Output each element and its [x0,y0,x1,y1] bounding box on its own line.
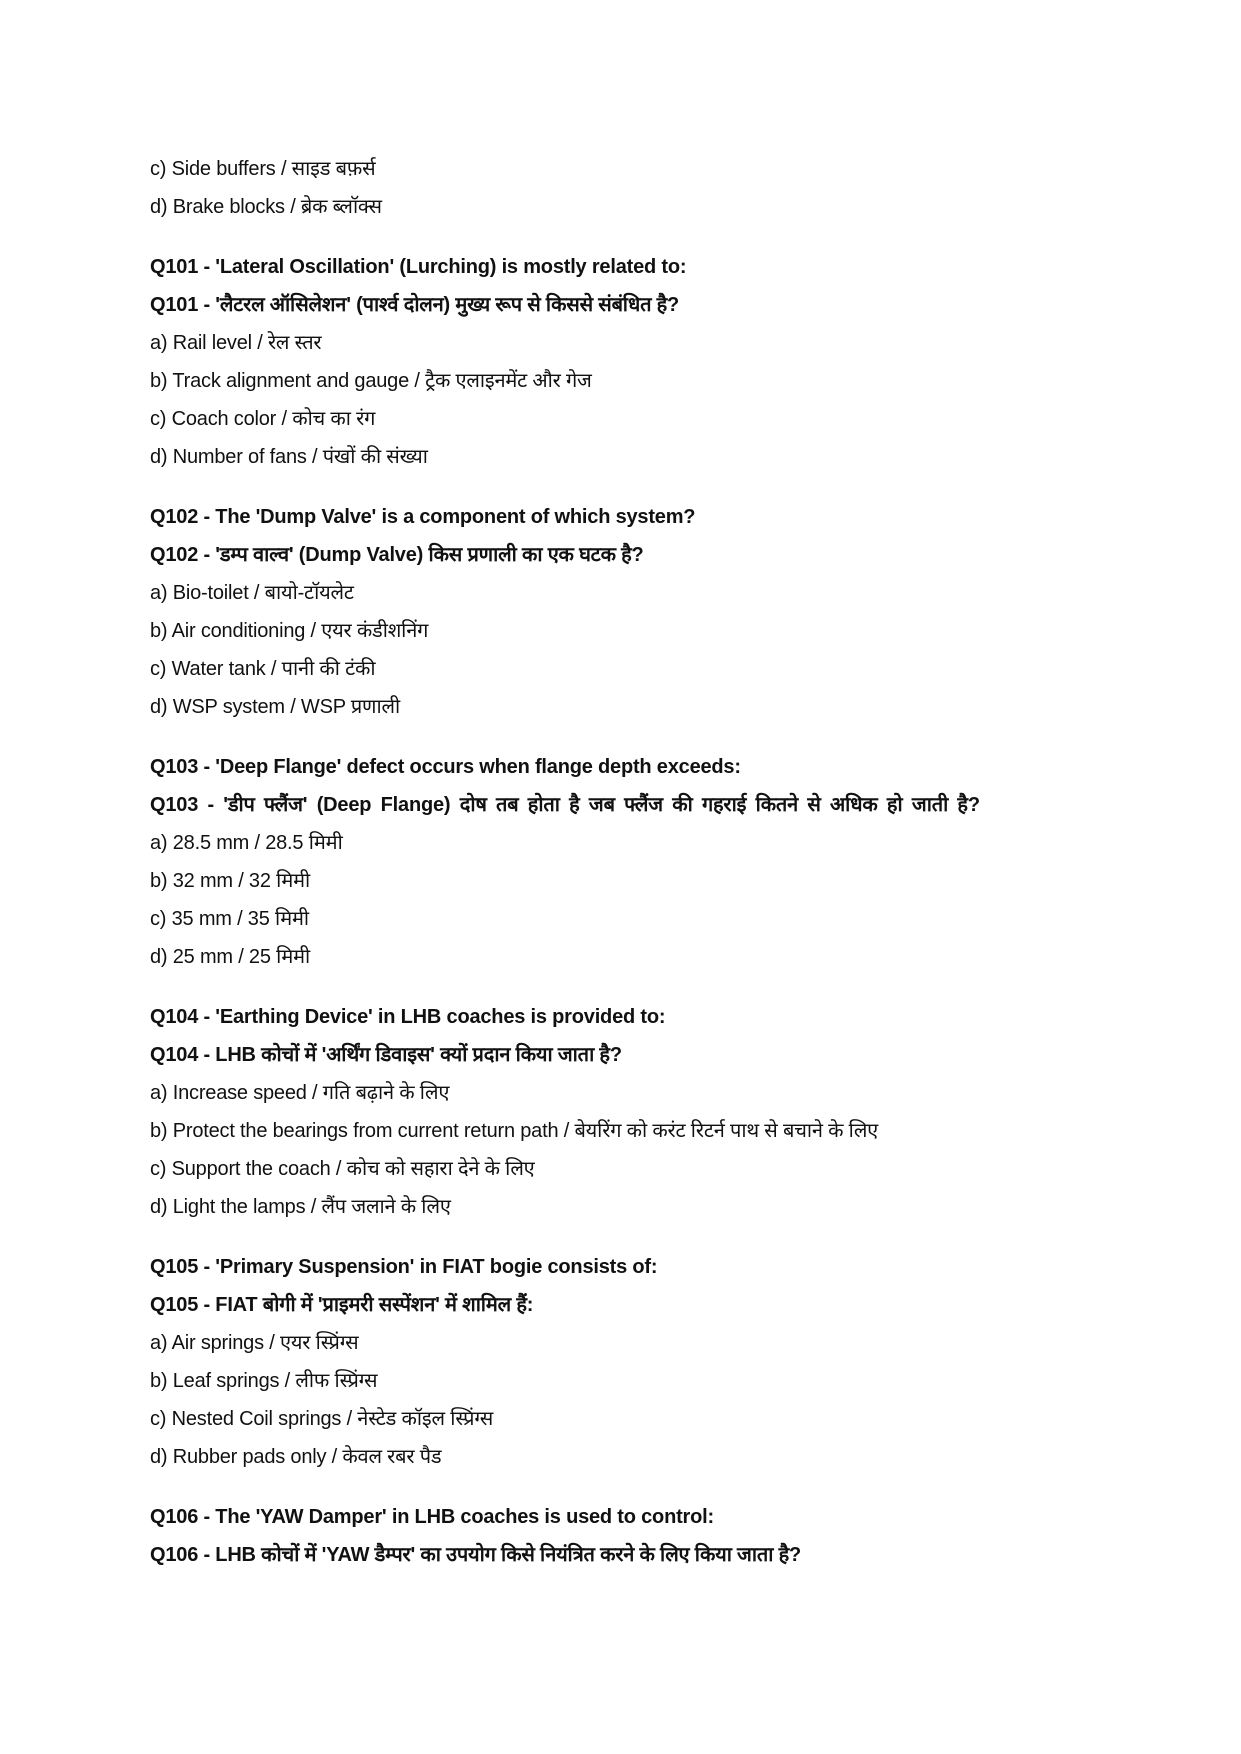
option-d: d) 25 mm / 25 मिमी [150,946,311,968]
question-hindi: Q102 - 'डम्प वाल्व' (Dump Valve) किस प्रणाली का एक घटक है? [150,544,644,566]
question-q106 [150,1498,1090,1574]
question-hindi: Q104 - LHB कोचों में 'अर्थिंग डिवाइस' क्यों प्रदान किया जाता है? [150,1044,622,1066]
question-hindi: Q106 - LHB कोचों में 'YAW डैम्पर' का उपयोग किसे नियंत्रित करने के लिए किया जाता है? [150,1544,802,1566]
question-english: Q102 - The 'Dump Valve' is a component of which system? [150,506,696,528]
option-d: d) Rubber pads only / केवल रबर पैड [150,1446,442,1468]
option-d: d) Light the lamps / लैंप जलाने के लिए [150,1196,451,1218]
document-page [150,150,1090,1574]
option-d: d) Brake blocks / ब्रेक ब्लॉक्स [150,196,382,218]
spacer [150,976,1090,998]
spacer [150,726,1090,748]
question-q101 [150,248,1090,476]
option-b: b) Protect the bearings from current return path / बेयरिंग को करंट रिटर्न पाथ से बचाने के लिए [150,1120,879,1142]
option-c: c) Nested Coil springs / नेस्टेड कॉइल स्प्रिंग्स [150,1408,494,1430]
question-english: Q101 - 'Lateral Oscillation' (Lurching) is mostly related to: [150,256,687,278]
question-hindi: Q101 - 'लैटरल ऑसिलेशन' (पार्श्व दोलन) मुख्य रूप से किससे संबंधित है? [150,294,680,316]
option-c: c) Support the coach / कोच को सहारा देने के लिए [150,1158,535,1180]
question-hindi: Q105 - FIAT बोगी में 'प्राइमरी सस्पेंशन' में शामिल हैं: [150,1294,534,1316]
question-english: Q103 - 'Deep Flange' defect occurs when flange depth exceeds: [150,756,741,778]
option-c: c) Side buffers / साइड बफ़र्स [150,158,376,180]
option-b: b) Air conditioning / एयर कंडीशनिंग [150,620,429,642]
question-q104 [150,998,1090,1226]
question-q102 [150,498,1090,726]
option-c: c) 35 mm / 35 मिमी [150,908,309,930]
option-a: a) Air springs / एयर स्प्रिंग्स [150,1332,359,1354]
question-q103 [150,748,1090,976]
question-q105 [150,1248,1090,1476]
option-b: b) Leaf springs / लीफ स्प्रिंग्स [150,1370,378,1392]
option-a: a) Bio-toilet / बायो-टॉयलेट [150,582,354,604]
spacer [150,1476,1090,1498]
option-b: b) 32 mm / 32 मिमी [150,870,311,892]
option-b: b) Track alignment and gauge / ट्रैक एलाइनमेंट और गेज [150,370,592,392]
option-d: d) WSP system / WSP प्रणाली [150,696,401,718]
question-english: Q106 - The 'YAW Damper' in LHB coaches is used to control: [150,1506,714,1528]
option-d: d) Number of fans / पंखों की संख्या [150,446,428,468]
option-c: c) Coach color / कोच का रंग [150,408,376,430]
question-hindi: Q103 - 'डीप फ्लैंज' (Deep Flange) दोष तब होता है जब फ्लैंज की गहराई कितने से अधिक हो जाती है? [150,794,980,816]
spacer [150,226,1090,248]
spacer [150,476,1090,498]
option-c: c) Water tank / पानी की टंकी [150,658,376,680]
question-english: Q104 - 'Earthing Device' in LHB coaches is provided to: [150,1006,666,1028]
continuation-options [150,150,1090,226]
question-english: Q105 - 'Primary Suspension' in FIAT bogie consists of: [150,1256,658,1278]
spacer [150,1226,1090,1248]
option-a: a) Increase speed / गति बढ़ाने के लिए [150,1082,450,1104]
option-a: a) 28.5 mm / 28.5 मिमी [150,832,343,854]
option-a: a) Rail level / रेल स्तर [150,332,322,354]
